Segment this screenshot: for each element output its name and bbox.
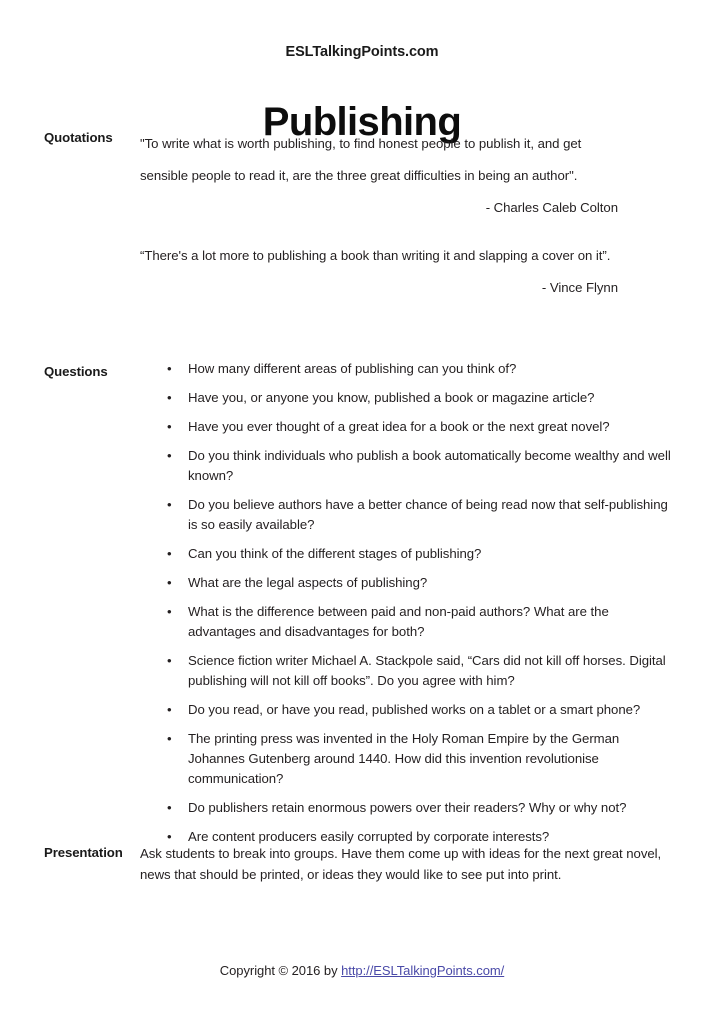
- list-item: [164, 495, 674, 535]
- list-item-text: Do you read, or have you read, published works on a tablet or a smart phone?: [188, 702, 641, 717]
- quotations-block: [140, 128, 618, 304]
- bullet-icon: •: [167, 800, 172, 815]
- quote-text: "To write what is worth publishing, to find honest people to publish it, and get sensible people to read it, are the three great difficulties in being an author".: [140, 136, 582, 183]
- bullet-icon: •: [167, 702, 172, 717]
- list-item-text: Are content producers easily corrupted by corporate interests?: [188, 829, 550, 844]
- list-item: [164, 729, 674, 789]
- quote-spacer: [140, 224, 618, 240]
- list-item: [164, 602, 674, 642]
- bullet-icon: •: [167, 575, 172, 590]
- list-item-text: Do you believe authors have a better chance of being read now that self-publishing is so easily available?: [188, 497, 668, 532]
- list-item: [164, 446, 674, 486]
- list-item: [164, 417, 674, 437]
- list-item-text: The printing press was invented in the Holy Roman Empire by the German Johannes Gutenberg around 1440. How did this invention revolutionise communication?: [188, 731, 620, 786]
- bullet-icon: •: [167, 546, 172, 561]
- bullet-icon: •: [167, 390, 172, 405]
- list-item-text: Do publishers retain enormous powers over their readers? Why or why not?: [188, 800, 627, 815]
- site-name: ESLTalkingPoints.com: [285, 44, 439, 60]
- copyright-text: Copyright © 2016 by: [219, 963, 342, 978]
- bullet-icon: •: [167, 731, 172, 746]
- bullet-icon: •: [167, 653, 172, 668]
- section-label-questions: Questions: [44, 364, 108, 379]
- bullet-icon: •: [167, 829, 172, 844]
- list-item-text: What are the legal aspects of publishing?: [188, 575, 428, 590]
- page-title: Publishing: [262, 99, 462, 144]
- questions-list: [164, 359, 674, 856]
- website-link[interactable]: http://ESLTalkingPoints.com/: [341, 963, 505, 978]
- list-item: [164, 544, 674, 564]
- list-item: [164, 359, 674, 379]
- bullet-icon: •: [167, 361, 172, 376]
- list-item-text: Science fiction writer Michael A. Stackpole said, “Cars did not kill off horses. Digital publishing will not kill off books”. Do you agree with him?: [188, 653, 666, 688]
- quote-text: “There's a lot more to publishing a book than writing it and slapping a cover on it”.: [140, 248, 611, 263]
- presentation-text: Ask students to break into groups. Have them come up with ideas for the next great novel, news that should be printed, or ideas they would like to see put into print.: [140, 846, 662, 882]
- section-label-quotations: Quotations: [44, 130, 113, 145]
- list-item-text: Can you think of the different stages of publishing?: [188, 546, 482, 561]
- list-item-text: How many different areas of publishing can you think of?: [188, 361, 517, 376]
- list-item: [164, 798, 674, 818]
- bullet-icon: •: [167, 448, 172, 463]
- list-item-text: Have you, or anyone you know, published a book or magazine article?: [188, 390, 595, 405]
- bullet-icon: •: [167, 497, 172, 512]
- quote-attribution: - Vince Flynn: [541, 280, 618, 295]
- list-item: [164, 388, 674, 408]
- list-item: [164, 573, 674, 593]
- bullet-icon: •: [167, 604, 172, 619]
- list-item: [164, 651, 674, 691]
- quote-attribution: - Charles Caleb Colton: [485, 200, 618, 215]
- section-label-presentation: Presentation: [44, 845, 123, 860]
- bullet-icon: •: [167, 419, 172, 434]
- list-item-text: Do you think individuals who publish a book automatically become wealthy and well known?: [188, 448, 671, 483]
- list-item-text: What is the difference between paid and non-paid authors? What are the advantages and disadvantages for both?: [188, 604, 609, 639]
- list-item-text: Have you ever thought of a great idea for a book or the next great novel?: [188, 419, 610, 434]
- list-item: [164, 700, 674, 720]
- footer: [0, 963, 724, 978]
